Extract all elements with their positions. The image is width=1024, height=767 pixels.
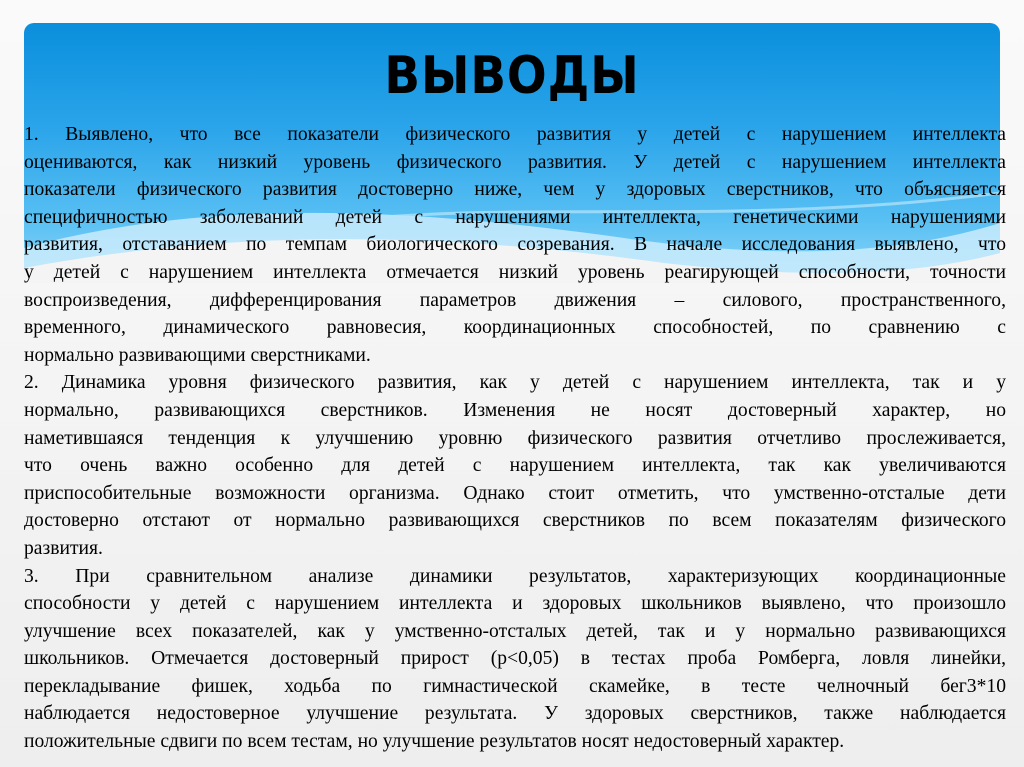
text-line: 1. Выявлено, что все показатели физического развития у детей с нарушением интеллекта bbox=[24, 124, 1006, 145]
conclusions-text bbox=[24, 121, 1006, 756]
text-line: наметившаяся тенденция к улучшению уровню физического развития отчетливо прослеживается, bbox=[24, 427, 1006, 449]
text-line: 3. При сравнительном анализе динамики результатов, характеризующих координационные bbox=[24, 565, 1006, 587]
text-line: достоверно отстают от нормально развивающихся сверстников по всем показателям физического bbox=[24, 510, 1006, 532]
text-line: способности у детей с нарушением интеллекта и здоровых школьников выявлено, что произошло bbox=[24, 593, 1006, 615]
text-line: показатели физического развития достоверно ниже, чем у здоровых сверстников, что объясняется bbox=[24, 179, 1006, 201]
text-line: улучшение всех показателей, как у умственно-отсталых детей, так и у нормально развивающихся bbox=[24, 620, 1006, 642]
text-line: нормально развивающими сверстниками. bbox=[24, 344, 371, 366]
text-line: приспособительные возможности организма. Однако стоит отметить, что умственно-отсталые дети bbox=[24, 482, 1006, 504]
text-line: оцениваются, как низкий уровень физического развития. У детей с нарушением интеллекта bbox=[24, 151, 1006, 173]
conclusion-paragraph bbox=[24, 369, 1006, 562]
text-line: положительные сдвиги по всем тестам, но улучшение результатов носят недостоверный характер. bbox=[24, 731, 845, 753]
text-line: развития, отставанием по темпам биологического созревания. В начале исследования выявлено, что bbox=[24, 234, 1006, 256]
text-line: нормально, развивающихся сверстников. Изменения не носят достоверный характер, но bbox=[24, 399, 1006, 421]
text-line: временного, динамического равновесия, координационных способностей, по сравнению с bbox=[24, 317, 1006, 339]
conclusion-paragraph bbox=[24, 121, 1006, 369]
text-line: перекладывание фишек, ходьба по гимнастической скамейке, в тесте челночный бег3*10 bbox=[24, 675, 1006, 697]
text-line: воспроизведения, дифференцирования параметров движения – силового, пространственного, bbox=[24, 289, 1006, 311]
text-line: что очень важно особенно для детей с нарушением интеллекта, так как увеличиваются bbox=[24, 455, 1006, 477]
conclusion-paragraph bbox=[24, 563, 1006, 756]
text-line: у детей с нарушением интеллекта отмечается низкий уровень реагирующей способности, точности bbox=[24, 261, 1006, 283]
slide-title: ВЫВОДЫ bbox=[384, 46, 640, 106]
text-line: школьников. Отмечается достоверный прирост (р<0,05) в тестах проба Ромберга, ловля линейки, bbox=[24, 648, 1006, 670]
text-line: специфичностью заболеваний детей с нарушениями интеллекта, генетическими нарушениями bbox=[24, 206, 1006, 228]
text-line: 2. Динамика уровня физического развития, как у детей с нарушением интеллекта, так и у bbox=[24, 372, 1006, 394]
text-line: наблюдается недостоверное улучшение результата. У здоровых сверстников, также наблюдается bbox=[24, 703, 1006, 725]
text-line: развития. bbox=[24, 537, 103, 559]
